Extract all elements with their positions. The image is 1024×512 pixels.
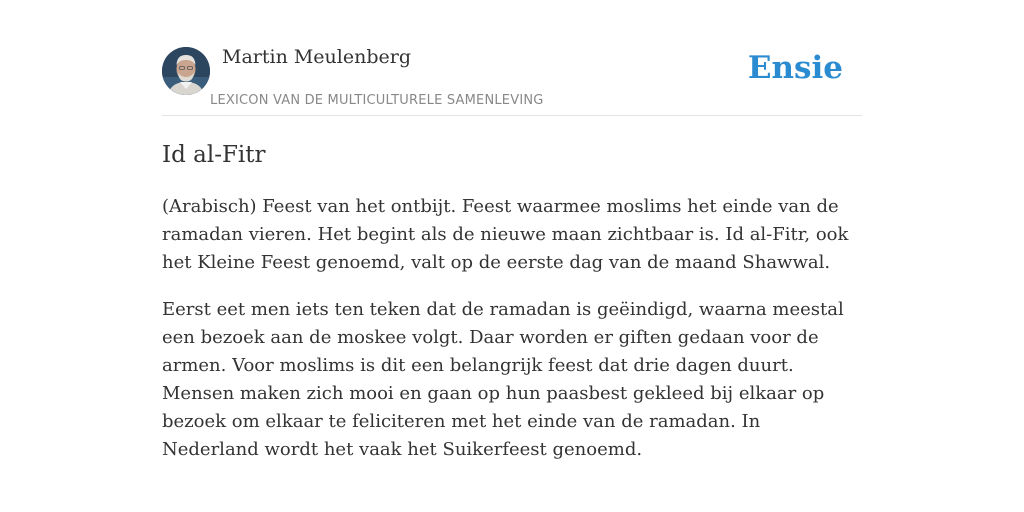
entry-paragraph: (Arabisch) Feest van het ontbijt. Feest waarmee moslims het einde van de ramadan vieren. Het begint als de nieuwe maan zichtbaar is. Id al-Fitr, ook het Kleine Feest genoemd, valt op de eerste dag van de maand Shawwal.	[162, 196, 849, 273]
author-avatar[interactable]	[162, 47, 210, 95]
ensie-logo[interactable]: Ensie	[747, 50, 843, 86]
entry-title: Id al-Fitr	[162, 142, 266, 168]
author-name[interactable]: Martin Meulenberg	[222, 46, 411, 68]
entry-card	[162, 44, 862, 464]
entry-header	[162, 44, 862, 116]
entry-paragraph: Eerst eet men iets ten teken dat de ramadan is geëindigd, waarna meestal een bezoek aan de moskee volgt. Daar worden er giften gedaan voor de armen. Voor moslims is dit een belangrijk feest dat drie dagen duurt. Mensen maken zich mooi en gaan op hun paasbest gekleed bij elkaar op bezoek om elkaar te feliciteren met het einde van de ramadan. In Nederland wordt het vaak het Suikerfeest genoemd.	[162, 299, 844, 460]
lexicon-name[interactable]: LEXICON VAN DE MULTICULTURELE SAMENLEVING	[210, 93, 544, 108]
person-photo-icon	[162, 47, 210, 95]
